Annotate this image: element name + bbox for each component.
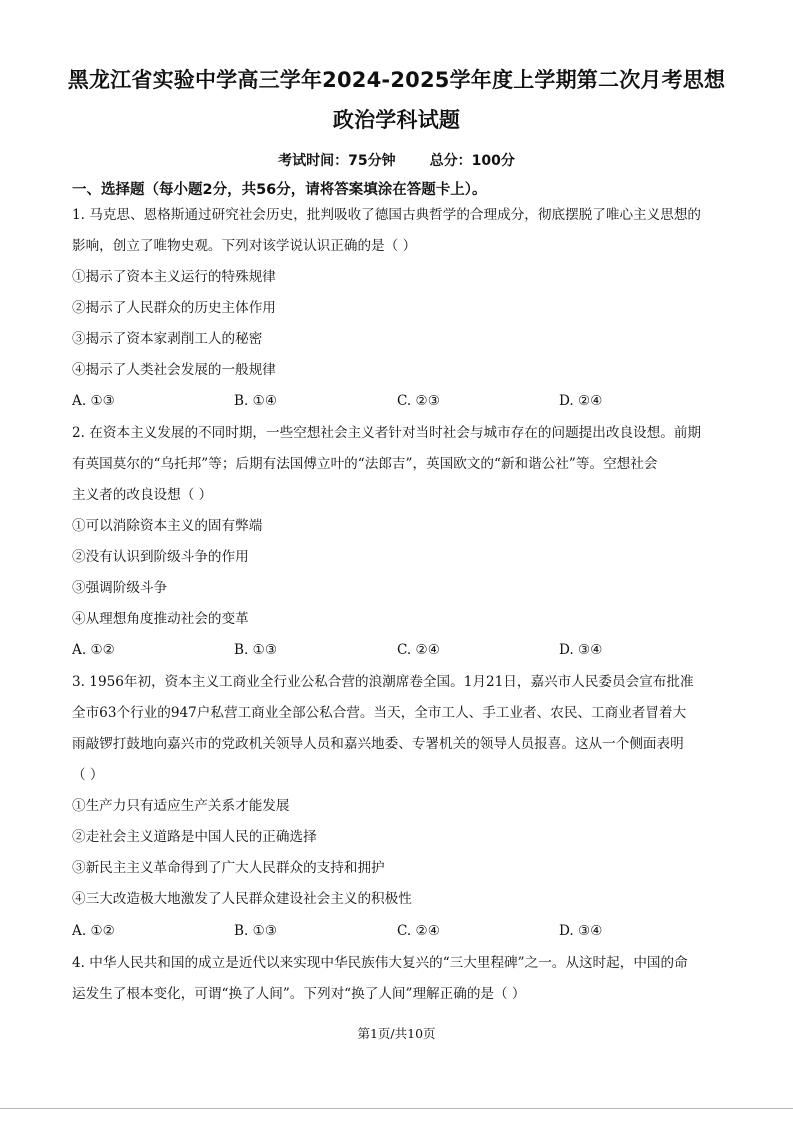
question-stem-line: （ ） <box>72 767 104 783</box>
question-stem-line: 雨敲锣打鼓地向嘉兴市的党政机关领导人员和嘉兴地委、专署机关的领导人员报喜。这从一个侧面表明 <box>72 736 684 752</box>
question-stem-line: 主义者的改良设想（ ） <box>72 487 213 503</box>
option-d: D. ③④ <box>559 923 603 939</box>
question-statement: ③强调阶级斗争 <box>72 580 168 596</box>
exam-meta <box>0 150 793 170</box>
question-stem-line: 有英国莫尔的“乌托邦”等；后期有法国傅立叶的“法郎吉”，英国欧文的“新和谐公社”等。空想社会 <box>72 456 658 472</box>
option-a: A. ①② <box>72 642 115 658</box>
question-stem-line: 全市63个行业的947户私营工商业全部公私合营。当天，全市工人、手工业者、农民、工商业者冒着大 <box>72 705 687 721</box>
question-statement: ③揭示了资本家剥削工人的秘密 <box>72 331 263 347</box>
question-stem-line: 1. 马克思、恩格斯通过研究社会历史，批判吸收了德国古典哲学的合理成分，彻底摆脱了唯心主义思想的 <box>72 207 702 223</box>
question-statement: ①揭示了资本主义运行的特殊规律 <box>72 269 276 285</box>
question-statement: ①生产力只有适应生产关系才能发展 <box>72 798 290 814</box>
option-b: B. ①③ <box>234 923 278 939</box>
option-a: A. ①② <box>72 923 115 939</box>
question-statement: ①可以消除资本主义的固有弊端 <box>72 518 263 534</box>
question-statement: ②揭示了人民群众的历史主体作用 <box>72 300 276 316</box>
option-b: B. ①③ <box>234 642 278 658</box>
question-statement: ③新民主主义革命得到了广大人民群众的支持和拥护 <box>72 860 385 876</box>
page-number: 第1页/共10页 <box>357 1026 436 1041</box>
exam-title-line1: 黑龙江省实验中学高三学年2024-2025学年度上学期第二次月考思想 <box>67 68 726 92</box>
question-statement: ④三大改造极大地激发了人民群众建设社会主义的积极性 <box>72 891 412 907</box>
option-c: C. ②④ <box>397 642 440 658</box>
exam-total-score: 总分：100分 <box>429 153 515 169</box>
option-c: C. ②④ <box>397 923 440 939</box>
section-heading: 一、选择题（每小题2分，共56分，请将答案填涂在答题卡上）。 <box>72 182 487 198</box>
question-statement: ④揭示了人类社会发展的一般规律 <box>72 362 276 378</box>
question-stem-line: 运发生了根本变化，可谓“换了人间”。下列对“换了人间”理解正确的是（ ） <box>72 986 526 1002</box>
question-statement: ②走社会主义道路是中国人民的正确选择 <box>72 829 317 845</box>
question-statement: ④从理想角度推动社会的变革 <box>72 611 249 627</box>
option-d: D. ③④ <box>559 642 603 658</box>
option-a: A. ①③ <box>72 393 115 409</box>
option-b: B. ①④ <box>234 393 278 409</box>
question-stem-line: 2. 在资本主义发展的不同时期，一些空想社会主义者针对当时社会与城市存在的问题提出改良设想。前期 <box>72 425 702 441</box>
option-c: C. ②③ <box>397 393 440 409</box>
question-stem-line: 影响，创立了唯物史观。下列对该学说认识正确的是（ ） <box>72 238 417 254</box>
option-d: D. ②④ <box>559 393 603 409</box>
question-stem-line: 4. 中华人民共和国的成立是近代以来实现中华民族伟大复兴的“三大里程碑”之一。从这时起，中国的命 <box>72 955 688 971</box>
exam-time: 考试时间：75分钟 <box>278 153 396 169</box>
page-bottom-divider <box>0 1108 793 1109</box>
question-statement: ②没有认识到阶级斗争的作用 <box>72 549 249 565</box>
question-stem-line: 3. 1956年初，资本主义工商业全行业公私合营的浪潮席卷全国。1月21日，嘉兴市人民委员会宣布批准 <box>72 674 694 690</box>
exam-title-line2: 政治学科试题 <box>332 108 461 132</box>
